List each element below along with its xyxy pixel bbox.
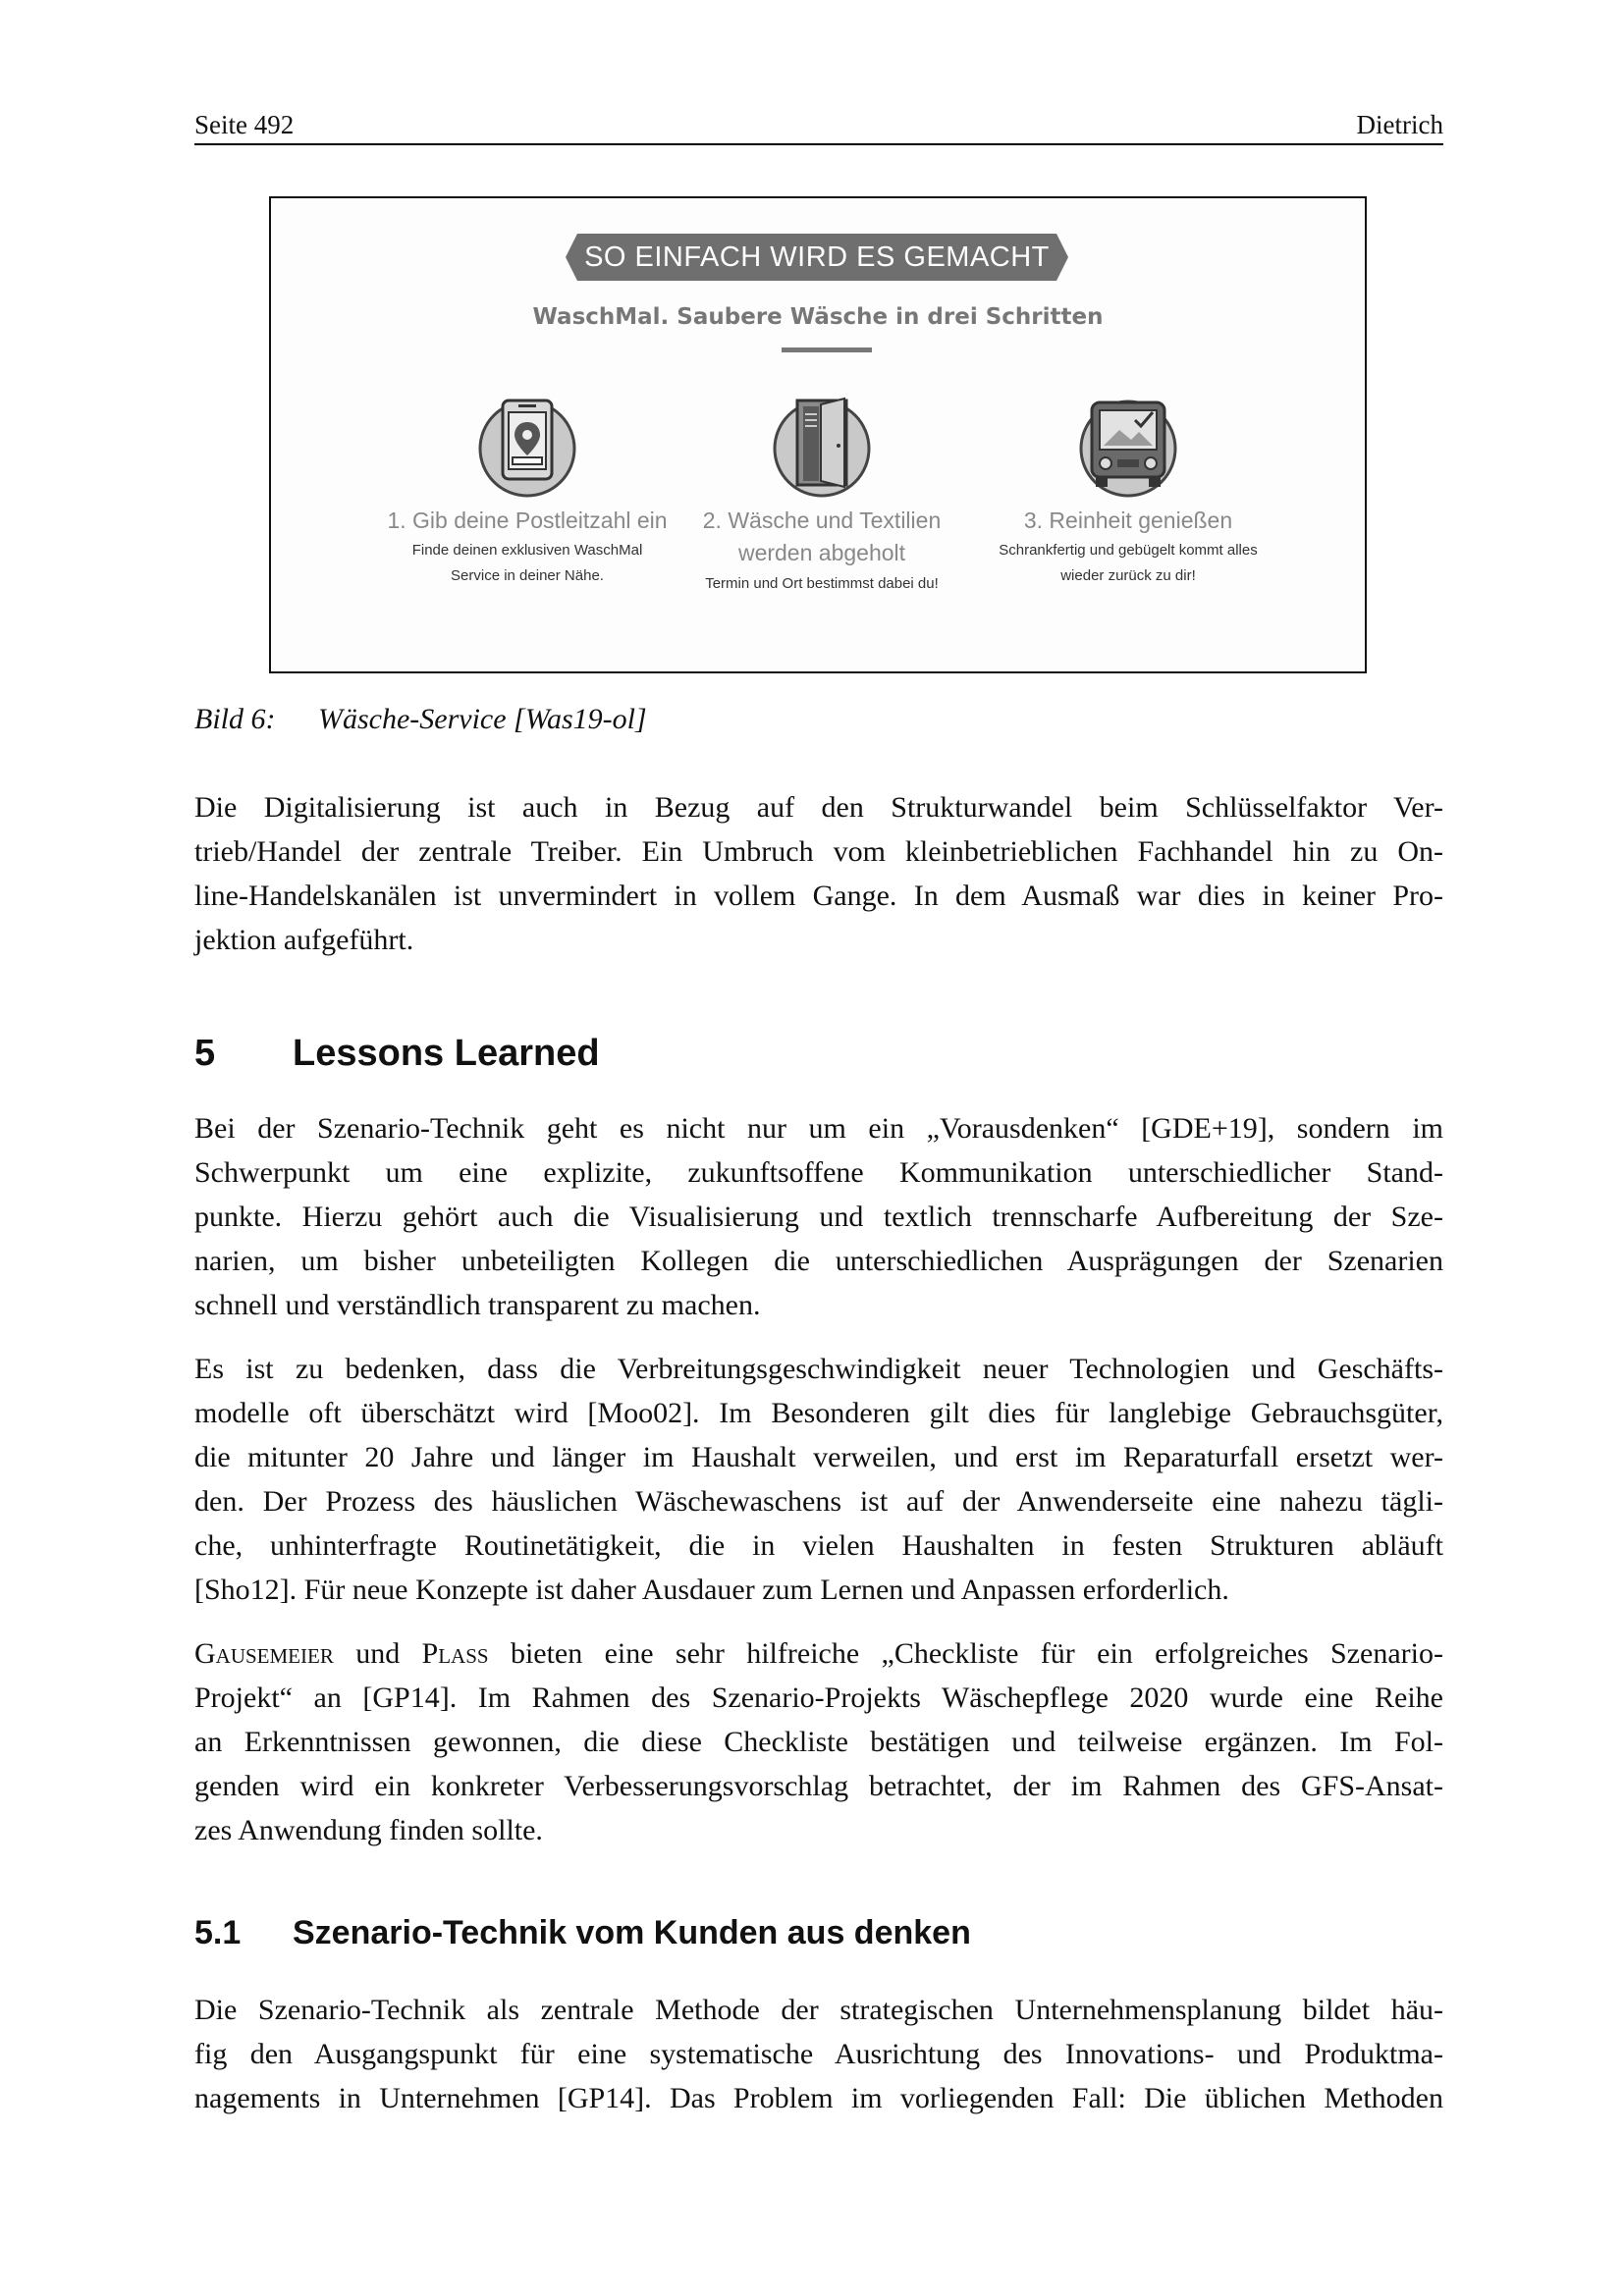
- paragraph-verbreitung: [194, 1347, 1443, 1612]
- text-line: modelle oft überschätzt wird [Moo02]. Im Besonderen gilt dies für langlebige Gebrauchsgüter,: [194, 1397, 1443, 1429]
- text-line: [Sho12]. Für neue Konzepte ist daher Ausdauer zum Lernen und Anpassen erforderlich.: [194, 1574, 1229, 1606]
- text-fragment: und: [333, 1637, 422, 1670]
- step-2-title-line-1: 2. Wäsche und Textilien: [702, 507, 942, 533]
- step-3-title: 3. Reinheit genießen: [1023, 507, 1233, 533]
- figure-waschmal: [269, 196, 1367, 673]
- step-1-desc-line-2: Service in deiner Nähe.: [451, 567, 604, 584]
- text-line: den. Der Prozess des häuslichen Wäschewaschens ist auf der Anwenderseite eine nahezu tägli-: [194, 1485, 1443, 1518]
- text-line: narien, um bisher unbeteiligten Kollegen die unterschiedlichen Ausprägungen der Szenarien: [194, 1245, 1443, 1277]
- text-line: an Erkenntnissen gewonnen, die diese Checkliste bestätigen und teilweise ergänzen. Im Fol-: [194, 1726, 1443, 1758]
- paragraph-kunden: [194, 1988, 1443, 2120]
- text-line: Es ist zu bedenken, dass die Verbreitungsgeschwindigkeit neuer Technologien und Geschäfts-: [194, 1353, 1443, 1385]
- section-title: Lessons Learned: [293, 1033, 600, 1074]
- wardrobe-icon: [768, 395, 876, 503]
- caption-label: Bild 6:: [194, 703, 276, 735]
- step-1: [365, 395, 689, 589]
- text-line: Schwerpunkt um eine explizite, zukunftsoffene Kommunikation unterschiedlicher Stand-: [194, 1156, 1443, 1189]
- text-line: [194, 1631, 1443, 1676]
- running-author: Dietrich: [1356, 110, 1443, 139]
- text-line: genden wird ein konkreter Verbesserungsvorschlag betrachtet, der im Rahmen des GFS-Ansat-: [194, 1770, 1443, 1802]
- step-3: [966, 395, 1290, 589]
- text-line: che, unhinterfragte Routinetätigkeit, die in vielen Haushalten in festen Strukturen abläuft: [194, 1529, 1443, 1562]
- section-heading-5: [194, 1033, 600, 1075]
- text-line: Projekt“ an [GP14]. Im Rahmen des Szenario-Projekts Wäschepflege 2020 wurde eine Reihe: [194, 1682, 1443, 1714]
- section-number: 5: [194, 1033, 216, 1074]
- paragraph-szenario-technik: [194, 1106, 1443, 1327]
- text-line: line-Handelskanälen ist unvermindert in vollem Gange. In dem Ausmaß war dies in keiner Pro-: [194, 880, 1443, 912]
- paragraph-digitalisierung: [194, 785, 1443, 962]
- step-2-title-line-2: werden abgeholt: [737, 540, 906, 565]
- step-3-desc-line-1: Schrankfertig und gebügelt kommt alles: [999, 542, 1258, 559]
- banner-text: SO EINFACH WIRD ES GEMACHT: [584, 241, 1050, 273]
- location-pin-icon: [473, 395, 581, 503]
- section-title: Szenario-Technik vom Kunden aus denken: [293, 1914, 971, 1951]
- step-1-title: 1. Gib deine Postleitzahl ein: [387, 507, 668, 533]
- text-line: fig den Ausgangspunkt für eine systematische Ausrichtung des Innovations- und Produktma-: [194, 2038, 1443, 2070]
- caption-text: Wäsche-Service [Was19-ol]: [318, 703, 647, 735]
- text-line: jektion aufgeführt.: [194, 924, 414, 956]
- author-name: Plass: [421, 1637, 489, 1670]
- text-line: zes Anwendung finden sollte.: [194, 1814, 543, 1846]
- step-3-desc-line-2: wieder zurück zu dir!: [1060, 567, 1196, 584]
- section-heading-5-1: [194, 1914, 971, 1952]
- text-line: schnell und verständlich transparent zu machen.: [194, 1289, 761, 1321]
- text-line: Bei der Szenario-Technik geht es nicht nur um ein „Vorausdenken“ [GDE+19], sondern im: [194, 1112, 1443, 1145]
- figure-subtitle: WaschMal. Saubere Wäsche in drei Schritten: [532, 304, 1104, 330]
- text-line: die mitunter 20 Jahre und länger im Haushalt verweilen, und erst im Reparaturfall ersetzt wer-: [194, 1441, 1443, 1473]
- author-name: Gausemeier: [194, 1637, 334, 1670]
- delivery-van-icon: [1074, 395, 1182, 503]
- step-2: [660, 395, 984, 597]
- page-number: Seite 492: [194, 110, 295, 139]
- paragraph-checkliste: [194, 1631, 1443, 1852]
- text-line: Die Szenario-Technik als zentrale Methode der strategischen Unternehmensplanung bildet häu-: [194, 1994, 1443, 2026]
- text-fragment: bieten eine sehr hilfreiche „Checkliste für ein erfolgreiches Szenario-: [488, 1637, 1443, 1670]
- text-line: nagements in Unternehmen [GP14]. Das Problem im vorliegenden Fall: Die üblichen Methoden: [194, 2082, 1443, 2114]
- subtitle-underline: [782, 347, 872, 352]
- text-line: punkte. Hierzu gehört auch die Visualisierung und textlich trennscharfe Aufbereitung der Sze-: [194, 1201, 1443, 1233]
- section-number: 5.1: [194, 1914, 242, 1951]
- step-1-desc-line-1: Finde deinen exklusiven WaschMal: [411, 542, 643, 559]
- text-line: Die Digitalisierung ist auch in Bezug auf den Strukturwandel beim Schlüsselfaktor Ver-: [194, 791, 1443, 824]
- figure-caption: [194, 703, 647, 736]
- running-header: [194, 108, 1443, 145]
- step-2-desc-line-1: Termin und Ort bestimmst dabei du!: [705, 575, 939, 592]
- text-line: trieb/Handel der zentrale Treiber. Ein Umbruch vom kleinbetrieblichen Fachhandel hin zu On-: [194, 835, 1443, 868]
